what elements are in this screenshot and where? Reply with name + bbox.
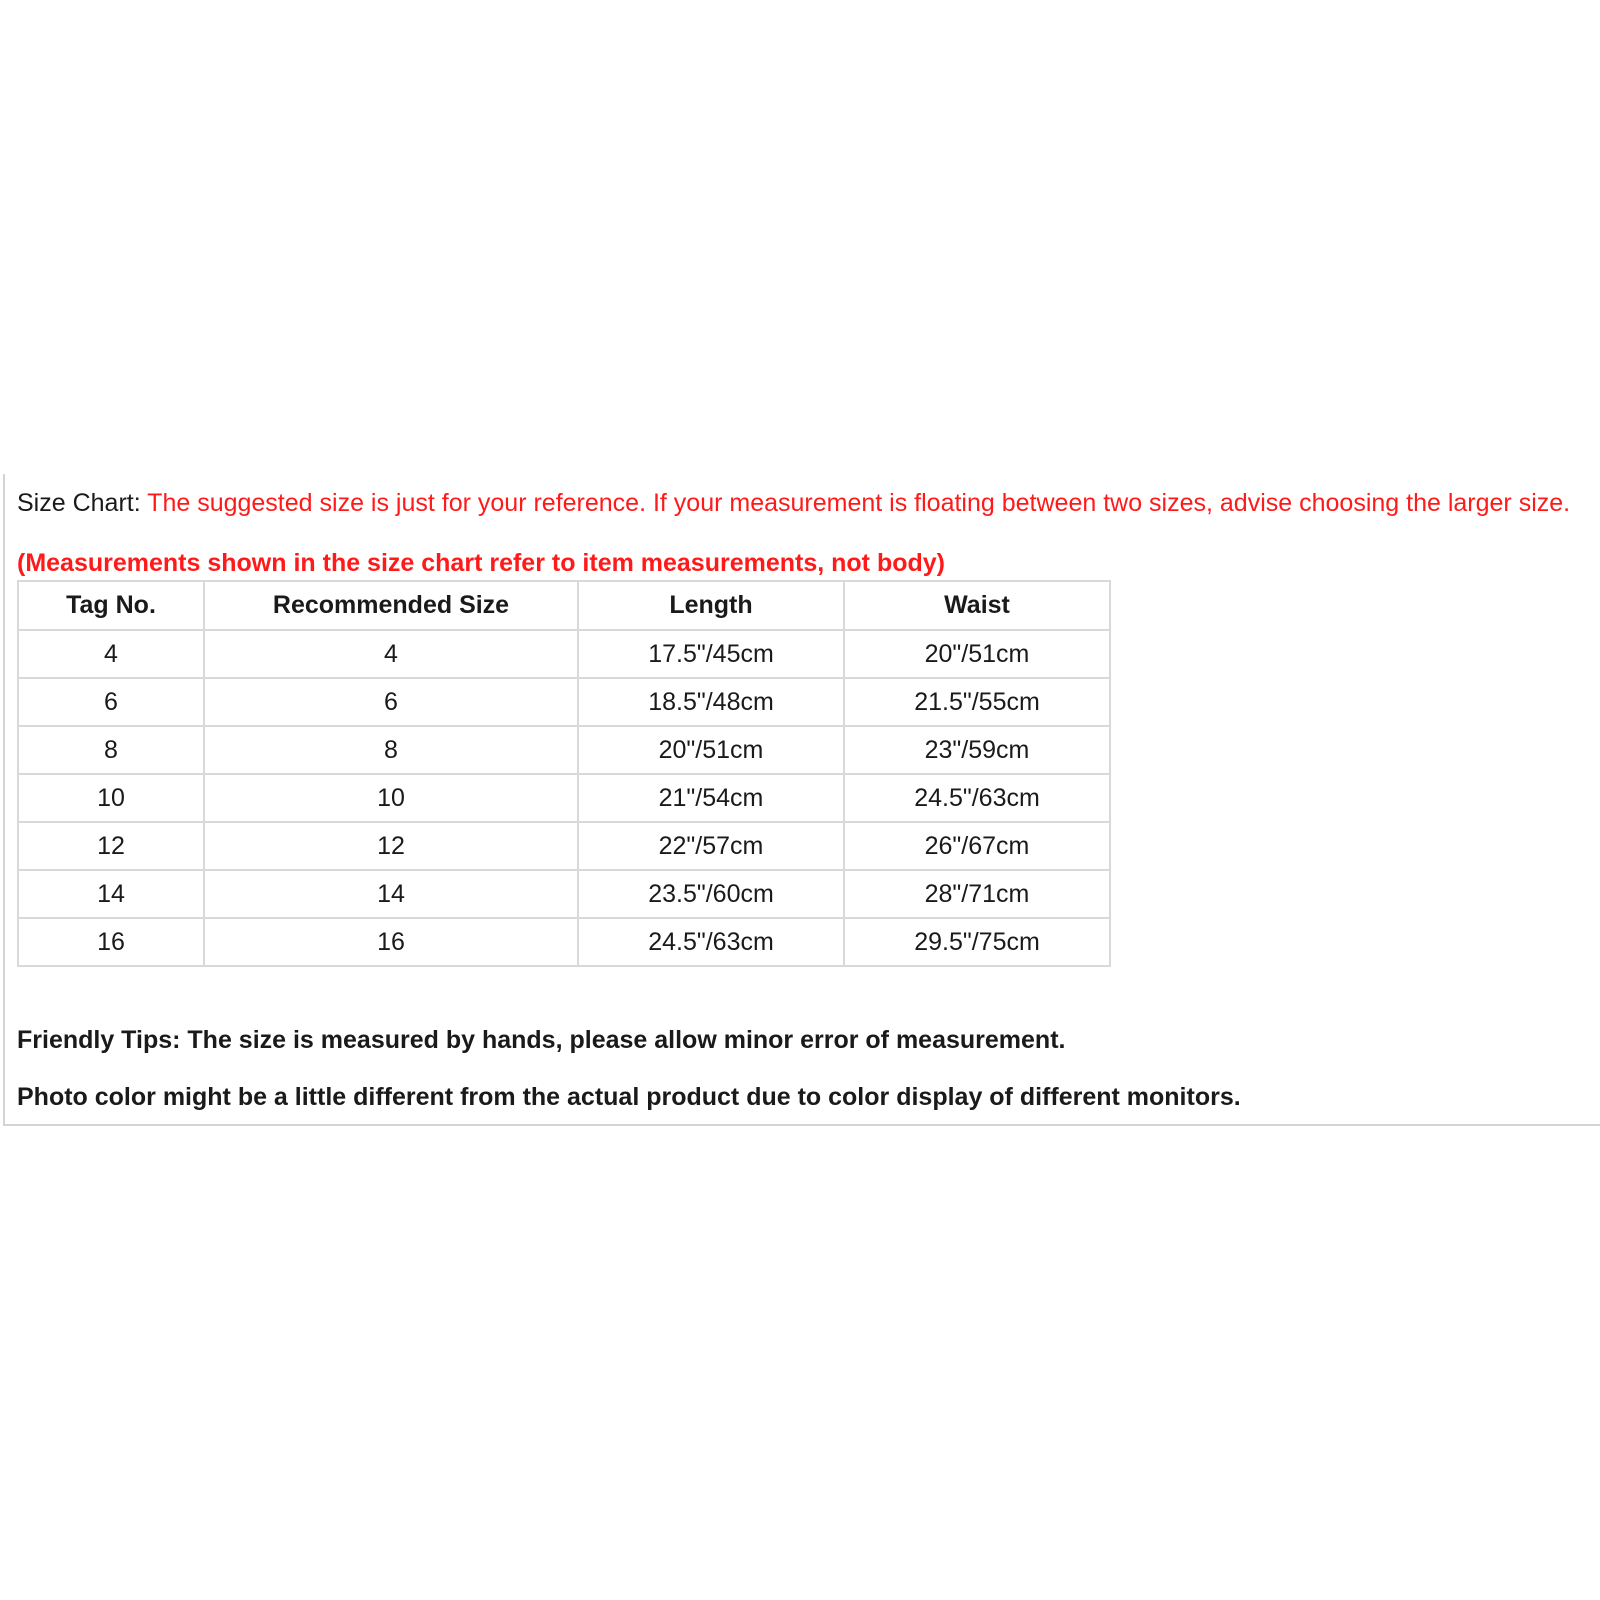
cell-recommended-size: 14: [204, 870, 578, 918]
cell-tag-no: 4: [18, 630, 204, 678]
cell-length: 23.5"/60cm: [578, 870, 844, 918]
friendly-tips: Friendly Tips: The size is measured by hands, please allow minor error of measurement.: [17, 1026, 1066, 1054]
cell-length: 20"/51cm: [578, 726, 844, 774]
cell-tag-no: 12: [18, 822, 204, 870]
cell-recommended-size: 4: [204, 630, 578, 678]
table-row: [18, 726, 1110, 774]
cell-tag-no: 6: [18, 678, 204, 726]
header-waist: Waist: [844, 581, 1110, 630]
size-reference-note: The suggested size is just for your reference. If your measurement is floating between two sizes, advise choosing the larger size.: [147, 489, 1571, 517]
cell-length: 17.5"/45cm: [578, 630, 844, 678]
header-recommended-size: Recommended Size: [204, 581, 578, 630]
cell-tag-no: 16: [18, 918, 204, 966]
cell-length: 22"/57cm: [578, 822, 844, 870]
size-chart-intro: [17, 488, 1597, 519]
cell-recommended-size: 6: [204, 678, 578, 726]
size-chart-label: Size Chart: [17, 489, 134, 517]
cell-tag-no: 14: [18, 870, 204, 918]
header-tag-no: Tag No.: [18, 581, 204, 630]
table-row: [18, 918, 1110, 966]
cell-waist: 20"/51cm: [844, 630, 1110, 678]
header-length: Length: [578, 581, 844, 630]
table-row: [18, 774, 1110, 822]
cell-tag-no: 10: [18, 774, 204, 822]
cell-waist: 29.5"/75cm: [844, 918, 1110, 966]
cell-waist: 23"/59cm: [844, 726, 1110, 774]
size-chart-panel: [3, 474, 1600, 1126]
table-row: [18, 870, 1110, 918]
cell-waist: 26"/67cm: [844, 822, 1110, 870]
measurement-warning: (Measurements shown in the size chart refer to item measurements, not body): [17, 549, 945, 577]
cell-recommended-size: 16: [204, 918, 578, 966]
cell-tag-no: 8: [18, 726, 204, 774]
table-row: [18, 678, 1110, 726]
cell-waist: 21.5"/55cm: [844, 678, 1110, 726]
cell-length: 21"/54cm: [578, 774, 844, 822]
cell-recommended-size: 8: [204, 726, 578, 774]
cell-recommended-size: 12: [204, 822, 578, 870]
size-table: [17, 580, 1111, 967]
table-row: [18, 630, 1110, 678]
cell-length: 24.5"/63cm: [578, 918, 844, 966]
cell-length: 18.5"/48cm: [578, 678, 844, 726]
table-row: [18, 822, 1110, 870]
table-header-row: [18, 581, 1110, 630]
cell-waist: 28"/71cm: [844, 870, 1110, 918]
cell-recommended-size: 10: [204, 774, 578, 822]
cell-waist: 24.5"/63cm: [844, 774, 1110, 822]
size-chart-separator: :: [133, 489, 148, 517]
photo-color-note: Photo color might be a little different from the actual product due to color display of different monitors.: [17, 1083, 1241, 1111]
